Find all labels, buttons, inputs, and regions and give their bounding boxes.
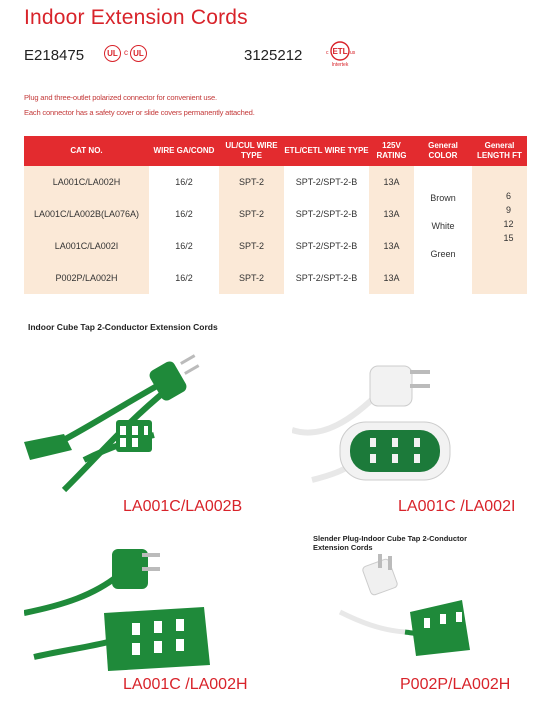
length-option: 6	[505, 191, 511, 201]
cell-cat-no: P002P/LA002H	[24, 262, 149, 294]
svg-text:Intertek: Intertek	[331, 62, 349, 68]
product-label: LA001C /LA002I	[398, 498, 516, 515]
product-label: LA001C/LA002B	[123, 498, 243, 515]
cell-ul-wire: SPT-2	[219, 230, 284, 262]
product-label: LA001C /LA002H	[123, 676, 248, 693]
cell-wire-ga: 16/2	[149, 198, 219, 230]
svg-text:us: us	[350, 50, 356, 56]
svg-text:c: c	[326, 50, 329, 56]
page-title: Indoor Extension Cords	[24, 6, 248, 29]
cell-ul-wire: SPT-2	[219, 198, 284, 230]
cell-cat-no: LA001C/LA002H	[24, 166, 149, 198]
cell-wire-ga: 16/2	[149, 166, 219, 198]
length-option: 15	[503, 233, 514, 243]
cell-cat-no: LA001C/LA002B(LA076A)	[24, 198, 149, 230]
cell-etl-wire: SPT-2/SPT-2-B	[284, 198, 369, 230]
product-photo-slender-plug	[330, 552, 530, 670]
cell-ul-wire: SPT-2	[219, 262, 284, 294]
cell-etl-wire: SPT-2/SPT-2-B	[284, 166, 369, 198]
cell-cat-no: LA001C/LA002I	[24, 230, 149, 262]
ul-listed-logo: UL	[104, 45, 121, 62]
spec-table-header	[24, 136, 527, 166]
product-label: P002P/LA002H	[400, 676, 511, 693]
section-heading: Indoor Cube Tap 2-Conductor Extension Cords	[28, 322, 218, 332]
cell-etl-wire: SPT-2/SPT-2-B	[284, 262, 369, 294]
spec-table	[24, 136, 527, 294]
color-option: White	[431, 221, 455, 231]
color-option: Green	[430, 249, 456, 259]
cell-rating: 13A	[369, 230, 414, 262]
etl-file-number: 3125212	[244, 47, 303, 64]
etl-listed-logo	[322, 40, 358, 73]
header-length: General LENGTH FT	[472, 136, 527, 166]
product-photo-white-cube-tap	[292, 360, 532, 495]
length-option: 9	[505, 205, 511, 215]
product-photo-green-cube-tap-h	[24, 535, 224, 675]
slender-caption: Slender Plug-Indoor Cube Tap 2-Conductor Extension Cords	[313, 534, 468, 552]
cell-ul-wire: SPT-2	[219, 166, 284, 198]
header-cat-no: CAT NO.	[24, 136, 149, 166]
cell-rating: 13A	[369, 262, 414, 294]
general-color-cell	[414, 166, 472, 294]
table-row	[24, 166, 527, 198]
cell-wire-ga: 16/2	[149, 230, 219, 262]
ul-file-number: E218475	[24, 47, 85, 64]
length-option: 12	[503, 219, 514, 229]
intro-line-1: Plug and three-outlet polarized connector for convenient use.	[24, 93, 217, 102]
intro-line-2: Each connector has a safety cover or slide covers permanently attached.	[24, 108, 255, 117]
header-ul-wire: UL/CUL WIRE TYPE	[219, 136, 284, 166]
cul-c-mark: c	[124, 48, 128, 57]
cell-rating: 13A	[369, 166, 414, 198]
cell-rating: 13A	[369, 198, 414, 230]
general-length-cell	[472, 166, 527, 294]
header-etl-wire: ETL/CETL WIRE TYPE	[284, 136, 369, 166]
color-option: Brown	[430, 193, 456, 203]
cul-listed-logo: UL	[130, 45, 147, 62]
header-rating: 125V RATING	[369, 136, 414, 166]
svg-text:ETL: ETL	[332, 47, 348, 56]
header-color: General COLOR	[414, 136, 472, 166]
product-photo-green-cube-tap	[24, 350, 224, 495]
header-wire-ga: WIRE GA/COND	[149, 136, 219, 166]
cell-wire-ga: 16/2	[149, 262, 219, 294]
cell-etl-wire: SPT-2/SPT-2-B	[284, 230, 369, 262]
